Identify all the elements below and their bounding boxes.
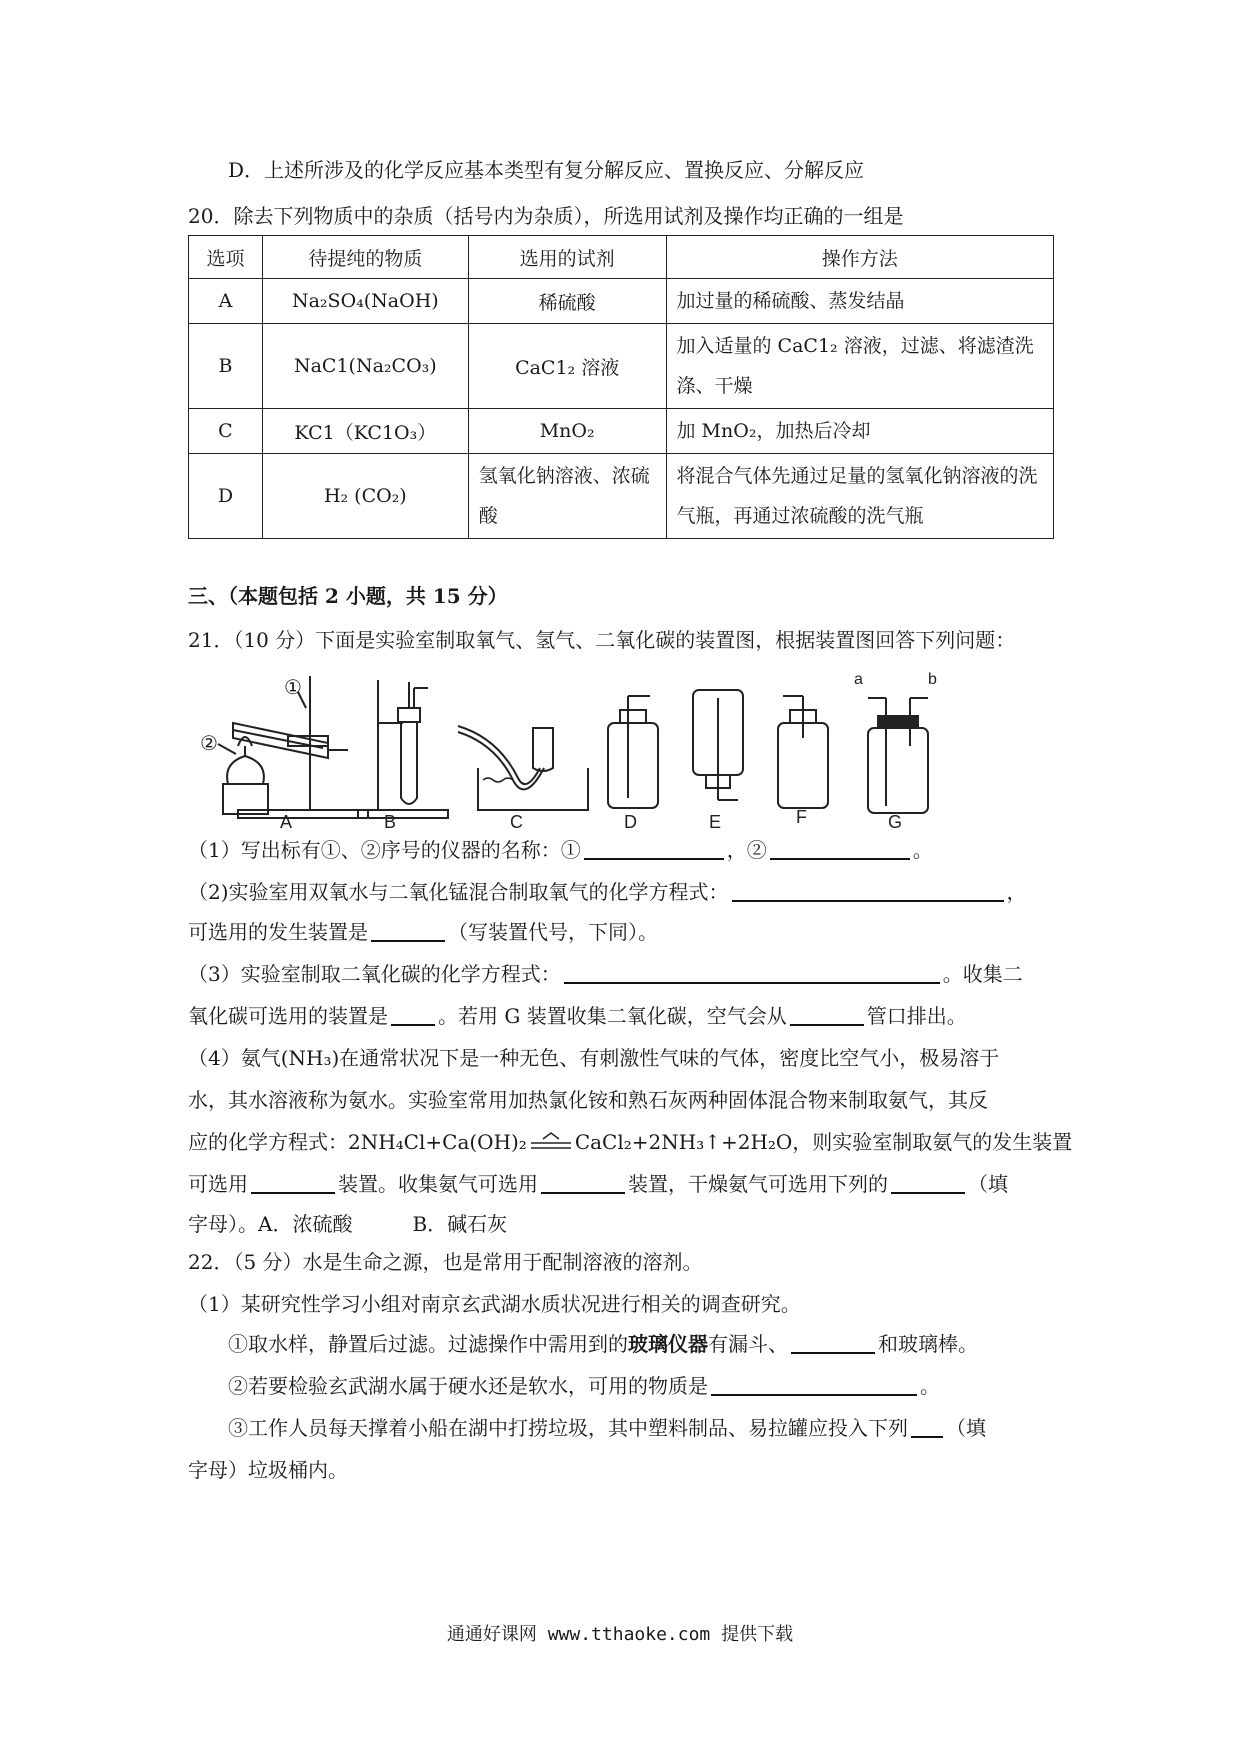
answer-blank[interactable] [251, 1172, 335, 1194]
cell-reagent: 氢氧化钠溶液、浓硫酸 [468, 454, 666, 539]
q22-sub3: ③工作人员每天撑着小船在湖中打捞垃圾，其中塑料制品、易拉罐应投入下列 （填 [228, 1416, 986, 1440]
marker-2: ② [200, 731, 218, 755]
cell-method: 加 MnO₂，加热后冷却 [666, 409, 1053, 454]
table-row [189, 409, 1054, 454]
section-3-heading: 三、（本题包括 2 小题，共 15 分） [188, 584, 508, 608]
q21-part3-line1: （3）实验室制取二氧化碳的化学方程式： 。收集二 [188, 962, 1023, 986]
apparatus-f [778, 696, 828, 827]
apparatus-label: D [624, 812, 637, 828]
q21-part2-line2: 可选用的发生装置是 （写装置代号，下同）。 [188, 920, 658, 944]
cell-method: 加入适量的 CaC1₂ 溶液，过滤、将滤渣洗涤、干燥 [666, 324, 1053, 409]
header-reagent: 选用的试剂 [468, 236, 666, 279]
apparatus-label: F [796, 807, 807, 827]
q21-part1: （1）写出标有①、②序号的仪器的名称：① ，② 。 [188, 838, 933, 862]
q21-part2-line1: （2)实验室用双氧水与二氧化锰混合制取氧气的化学方程式： ， [188, 880, 1027, 904]
answer-blank[interactable] [541, 1172, 625, 1194]
apparatus-label: A [280, 812, 293, 828]
answer-blank[interactable] [732, 880, 1004, 902]
table-row [189, 454, 1054, 539]
answer-blank[interactable] [564, 962, 940, 984]
q21-part4-line5: 字母）。A．浓硫酸 B．碱石灰 [188, 1212, 508, 1236]
q21-part4-line4: 可选用 装置。收集氨气可选用 装置，干燥氨气可选用下列的 （填 [188, 1172, 1008, 1196]
q21-part4-line2: 水，其水溶液称为氨水。实验室常用加热氯化铵和熟石灰两种固体混合物来制取氨气，其反 [188, 1088, 988, 1112]
apparatus-label: B [384, 812, 397, 828]
answer-blank[interactable] [371, 920, 445, 942]
cell-option: C [189, 409, 263, 454]
q22-stem: 22．（5 分）水是生命之源，也是常用于配制溶液的溶剂。 [188, 1250, 703, 1274]
q22-part1: （1）某研究性学习小组对南京玄武湖水质状况进行相关的调查研究。 [188, 1292, 801, 1316]
q22-sub3-cont: 字母）垃圾桶内。 [188, 1458, 348, 1482]
marker-1: ① [284, 675, 302, 699]
header-option: 选项 [189, 236, 263, 279]
apparatus-g [854, 671, 937, 828]
cell-method: 将混合气体先通过足量的氢氧化钠溶液的洗气瓶，再通过浓硫酸的洗气瓶 [666, 454, 1053, 539]
cell-option: B [189, 324, 263, 409]
answer-blank[interactable] [791, 1332, 875, 1354]
answer-blank[interactable] [911, 1416, 943, 1438]
apparatus-diagram [188, 668, 1058, 828]
cell-substance: NaC1(Na₂CO₃) [262, 324, 468, 409]
q20-stem: 20．除去下列物质中的杂质（括号内为杂质），所选用试剂及操作均正确的一组是 [188, 204, 904, 228]
apparatus-label: G [888, 812, 903, 828]
q20-options-table [188, 235, 1054, 539]
cell-reagent: 稀硫酸 [468, 279, 666, 324]
answer-blank[interactable] [790, 1004, 864, 1026]
header-substance: 待提纯的物质 [262, 236, 468, 279]
table-header-row [189, 236, 1054, 279]
cell-option: D [189, 454, 263, 539]
answer-blank[interactable] [391, 1004, 435, 1026]
apparatus-d [608, 696, 658, 828]
answer-blank[interactable] [711, 1374, 917, 1396]
port-a-label: a [854, 671, 863, 688]
cell-option: A [189, 279, 263, 324]
cell-method: 加过量的稀硫酸、蒸发结晶 [666, 279, 1053, 324]
apparatus-e [693, 690, 743, 828]
header-method: 操作方法 [666, 236, 1053, 279]
answer-blank[interactable] [584, 838, 724, 860]
table-row [189, 279, 1054, 324]
apparatus-label: E [709, 812, 722, 828]
q22-sub2: ②若要检验玄武湖水属于硬水还是软水，可用的物质是 。 [228, 1374, 940, 1398]
cell-reagent: MnO₂ [468, 409, 666, 454]
q21-part4-line1: （4）氨气(NH₃)在通常状况下是一种无色、有刺激性气味的气体，密度比空气小，极易溶于 [188, 1046, 1000, 1070]
answer-blank[interactable] [891, 1172, 965, 1194]
apparatus-label: C [510, 812, 523, 828]
cell-substance: H₂ (CO₂) [262, 454, 468, 539]
answer-blank[interactable] [770, 838, 910, 860]
cell-substance: KC1（KC1O₃） [262, 409, 468, 454]
apparatus-b [358, 680, 448, 828]
cell-reagent: CaC1₂ 溶液 [468, 324, 666, 409]
apparatus-a [200, 675, 368, 828]
q21-part4-line3: 应的化学方程式：2NH₄Cl+Ca(OH)₂ CaCl₂+2NH₃↑+2H₂O，则实验室制取氨气的发生装置 [188, 1130, 1073, 1154]
q19-option-d: D．上述所涉及的化学反应基本类型有复分解反应、置换反应、分解反应 [228, 158, 865, 182]
page-footer: 通通好课网 www.tthaoke.com 提供下载 [446, 1624, 794, 1645]
port-b-label: b [928, 671, 937, 688]
table-row [189, 324, 1054, 409]
q22-sub1: ①取水样，静置后过滤。过滤操作中需用到的玻璃仪器有漏斗、 和玻璃棒。 [228, 1332, 978, 1356]
q21-stem: 21．（10 分）下面是实验室制取氧气、氢气、二氧化碳的装置图，根据装置图回答下列问题： [188, 628, 1016, 652]
heating-equals-sign-icon [527, 1131, 575, 1153]
apparatus-c [458, 726, 588, 828]
q21-part3-line2: 氧化碳可选用的装置是 。若用 G 装置收集二氧化碳，空气会从 管口排出。 [188, 1004, 967, 1028]
cell-substance: Na₂SO₄(NaOH) [262, 279, 468, 324]
